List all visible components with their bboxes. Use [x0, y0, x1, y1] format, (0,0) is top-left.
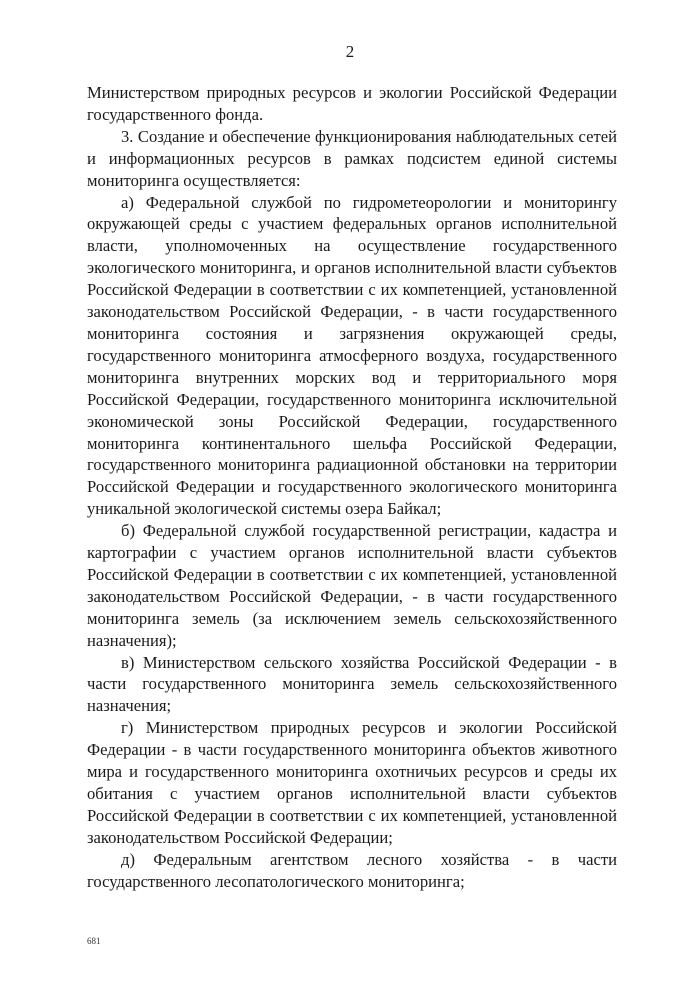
paragraph-item-a: а) Федеральной службой по гидрометеорологии и мониторингу окружающей среды с участием федеральных органов исполнительной власти, уполномоченных на осуществление государственного экологического мониторинга, и органов исполнительной власти субъектов Российской Федерации в соответствии с их компетенцией, установленной законодательством Российской Федерации, - в части государственного мониторинга состояния и загрязнения окружающей среды, государственного мониторинга атмосферного воздуха, государственного мониторинга внутренних морских вод и территориального моря Российской Федерации, государственного мониторинга исключительной экономической зоны Российской Федерации, государственного мониторинга континентального шельфа Российской Федерации, государственного мониторинга радиационной обстановки на территории Российской Федерации и государственного экологического мониторинга уникальной экологической системы озера Байкал;	[87, 192, 617, 519]
paragraph-item-d: д) Федеральным агентством лесного хозяйства - в части государственного лесопатологического мониторинга;	[87, 849, 617, 891]
paragraph-continuation: Министерством природных ресурсов и экологии Российской Федерации государственного фонда.	[87, 83, 617, 124]
document-body	[87, 82, 617, 893]
page-number: 2	[345, 42, 355, 61]
paragraph-item-v: в) Министерством сельского хозяйства Российской Федерации - в части государственного мониторинга земель сельскохозяйственного назначения;	[87, 652, 617, 716]
paragraph-item-g: г) Министерством природных ресурсов и экологии Российской Федерации - в части государственного мониторинга объектов животного мира и государственного мониторинга охотничьих ресурсов и среды их обитания с участием органов исполнительной власти субъектов Российской Федерации в соответствии с их компетенцией, установленной законодательством Российской Федерации;	[87, 718, 617, 847]
paragraph-item-3: 3. Создание и обеспечение функционирования наблюдательных сетей и информационных ресурсов в рамках подсистем единой системы мониторинга осуществляется:	[87, 126, 617, 190]
footer-code: 681	[87, 936, 101, 946]
paragraph-item-b: б) Федеральной службой государственной регистрации, кадастра и картографии с участием органов исполнительной власти субъектов Российской Федерации в соответствии с их компетенцией, установленной законодательством Российской Федерации, - в части государственного мониторинга земель (за исключением земель сельскохозяйственного назначения);	[87, 521, 617, 650]
